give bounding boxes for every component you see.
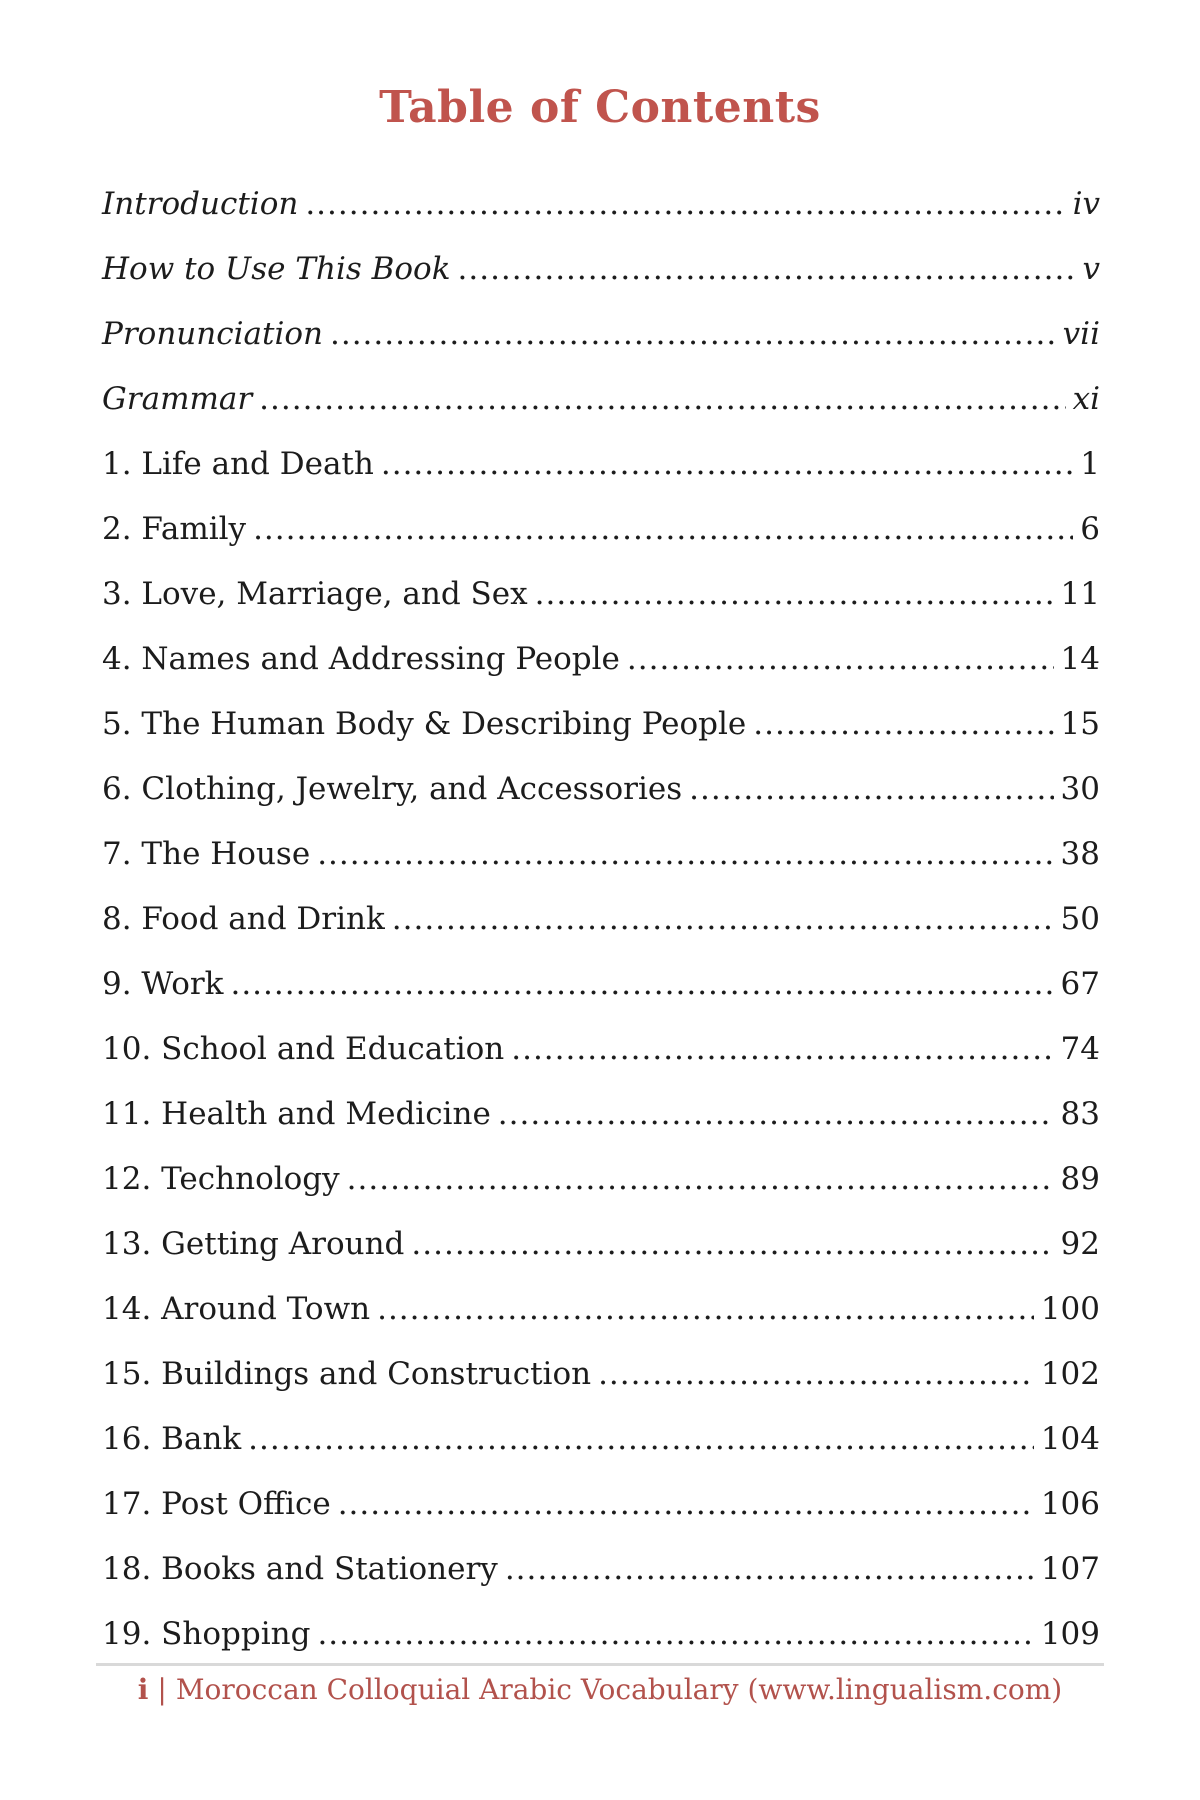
page-title: Table of Contents	[379, 82, 821, 133]
toc-page-number: xi	[1072, 381, 1100, 417]
toc-leader-dots	[377, 1291, 1034, 1328]
toc-entry[interactable]	[102, 1616, 1100, 1653]
toc-page-number: 15	[1060, 706, 1100, 742]
toc-page-number: 30	[1060, 771, 1100, 807]
toc-entry-label: 6. Clothing, Jewelry, and Accessories	[102, 771, 683, 807]
toc-leader-dots	[598, 1356, 1034, 1393]
footer-separator: |	[157, 1673, 167, 1706]
toc-leader-dots	[753, 706, 1053, 743]
toc-page-number: 38	[1060, 836, 1100, 872]
toc-leader-dots	[505, 1551, 1034, 1588]
footer-book-title: Moroccan Colloquial Arabic Vocabulary (www.lingualism.com)	[175, 1673, 1063, 1706]
toc-leader-dots	[347, 1161, 1054, 1198]
toc-leader-dots	[381, 446, 1073, 483]
toc-entry[interactable]	[102, 1486, 1100, 1523]
toc-page-number: 6	[1080, 511, 1100, 547]
toc-page-number: 107	[1040, 1551, 1100, 1587]
toc-entry[interactable]	[102, 1161, 1100, 1198]
toc-entry[interactable]	[102, 316, 1100, 353]
toc-entry[interactable]	[102, 901, 1100, 938]
toc-page-number: iv	[1072, 186, 1100, 222]
toc-page-number: 50	[1060, 901, 1100, 937]
toc-entry-label: 16. Bank	[102, 1421, 242, 1457]
footer-page-number: i	[137, 1673, 149, 1706]
toc-entry[interactable]	[102, 1421, 1100, 1458]
toc-entry-label: 4. Names and Addressing People	[102, 641, 620, 677]
toc-leader-dots	[338, 1486, 1034, 1523]
toc-entry[interactable]	[102, 1356, 1100, 1393]
toc-entry[interactable]	[102, 1291, 1100, 1328]
toc-entry[interactable]	[102, 511, 1100, 548]
footer-divider	[96, 1663, 1104, 1666]
toc-leader-dots	[317, 836, 1053, 873]
toc-entry-label: 15. Buildings and Construction	[102, 1356, 592, 1392]
toc-list	[102, 186, 1100, 1681]
toc-leader-dots	[458, 251, 1076, 288]
toc-entry-label: 11. Health and Medicine	[102, 1096, 491, 1132]
toc-leader-dots	[248, 1421, 1034, 1458]
toc-page-number: 100	[1040, 1291, 1100, 1327]
toc-entry[interactable]	[102, 641, 1100, 678]
toc-entry-label: 5. The Human Body & Describing People	[102, 706, 747, 742]
toc-entry[interactable]	[102, 706, 1100, 743]
toc-entry-label: 9. Work	[102, 966, 224, 1002]
toc-page-number: 89	[1060, 1161, 1100, 1197]
toc-page-number: 102	[1040, 1356, 1100, 1392]
toc-entry[interactable]	[102, 836, 1100, 873]
toc-leader-dots	[535, 576, 1054, 613]
toc-leader-dots	[627, 641, 1054, 678]
toc-entry[interactable]	[102, 576, 1100, 613]
toc-entry-label: 1. Life and Death	[102, 446, 374, 482]
toc-page-number: 106	[1040, 1486, 1100, 1522]
toc-leader-dots	[330, 316, 1056, 353]
toc-entry[interactable]	[102, 186, 1100, 223]
toc-entry[interactable]	[102, 1096, 1100, 1133]
toc-entry[interactable]	[102, 1031, 1100, 1068]
toc-leader-dots	[689, 771, 1053, 808]
toc-page-number: 1	[1080, 446, 1100, 482]
toc-page-number: 104	[1040, 1421, 1100, 1457]
toc-entry[interactable]	[102, 1551, 1100, 1588]
toc-entry[interactable]	[102, 446, 1100, 483]
toc-entry[interactable]	[102, 966, 1100, 1003]
toc-entry-label: 12. Technology	[102, 1161, 340, 1197]
toc-entry[interactable]	[102, 771, 1100, 808]
toc-entry-label: Pronunciation	[102, 316, 323, 352]
toc-entry[interactable]	[102, 381, 1100, 418]
toc-leader-dots	[259, 381, 1065, 418]
toc-leader-dots	[230, 966, 1053, 1003]
toc-entry-label: 18. Books and Stationery	[102, 1551, 498, 1587]
toc-entry[interactable]	[102, 251, 1100, 288]
toc-entry-label: 17. Post Office	[102, 1486, 331, 1522]
toc-page-number: 109	[1040, 1616, 1100, 1652]
toc-page-number: 11	[1060, 576, 1100, 612]
toc-leader-dots	[305, 186, 1065, 223]
toc-entry-label: 7. The House	[102, 836, 311, 872]
toc-entry-label: 8. Food and Drink	[102, 901, 385, 937]
toc-leader-dots	[498, 1096, 1054, 1133]
toc-entry-label: 14. Around Town	[102, 1291, 371, 1327]
toc-page-number: 14	[1060, 641, 1100, 677]
toc-entry-label: Grammar	[102, 381, 253, 417]
page-footer	[0, 1673, 1200, 1706]
toc-page-number: 74	[1060, 1031, 1100, 1067]
toc-entry-label: 19. Shopping	[102, 1616, 311, 1652]
toc-page-number: 83	[1060, 1096, 1100, 1132]
toc-page-number: 92	[1060, 1226, 1100, 1262]
toc-entry-label: 2. Family	[102, 511, 247, 547]
toc-entry-label: 3. Love, Marriage, and Sex	[102, 576, 528, 612]
toc-entry-label: How to Use This Book	[102, 251, 451, 287]
toc-entry-label: 13. Getting Around	[102, 1226, 405, 1262]
toc-entry[interactable]	[102, 1226, 1100, 1263]
toc-leader-dots	[317, 1616, 1033, 1653]
toc-entry-label: Introduction	[102, 186, 299, 222]
toc-page-number: vii	[1062, 316, 1100, 352]
toc-leader-dots	[411, 1226, 1053, 1263]
toc-leader-dots	[392, 901, 1054, 938]
toc-page-number: 67	[1060, 966, 1100, 1002]
toc-page-number: v	[1082, 251, 1100, 287]
toc-leader-dots	[253, 511, 1073, 548]
toc-leader-dots	[511, 1031, 1053, 1068]
toc-entry-label: 10. School and Education	[102, 1031, 505, 1067]
